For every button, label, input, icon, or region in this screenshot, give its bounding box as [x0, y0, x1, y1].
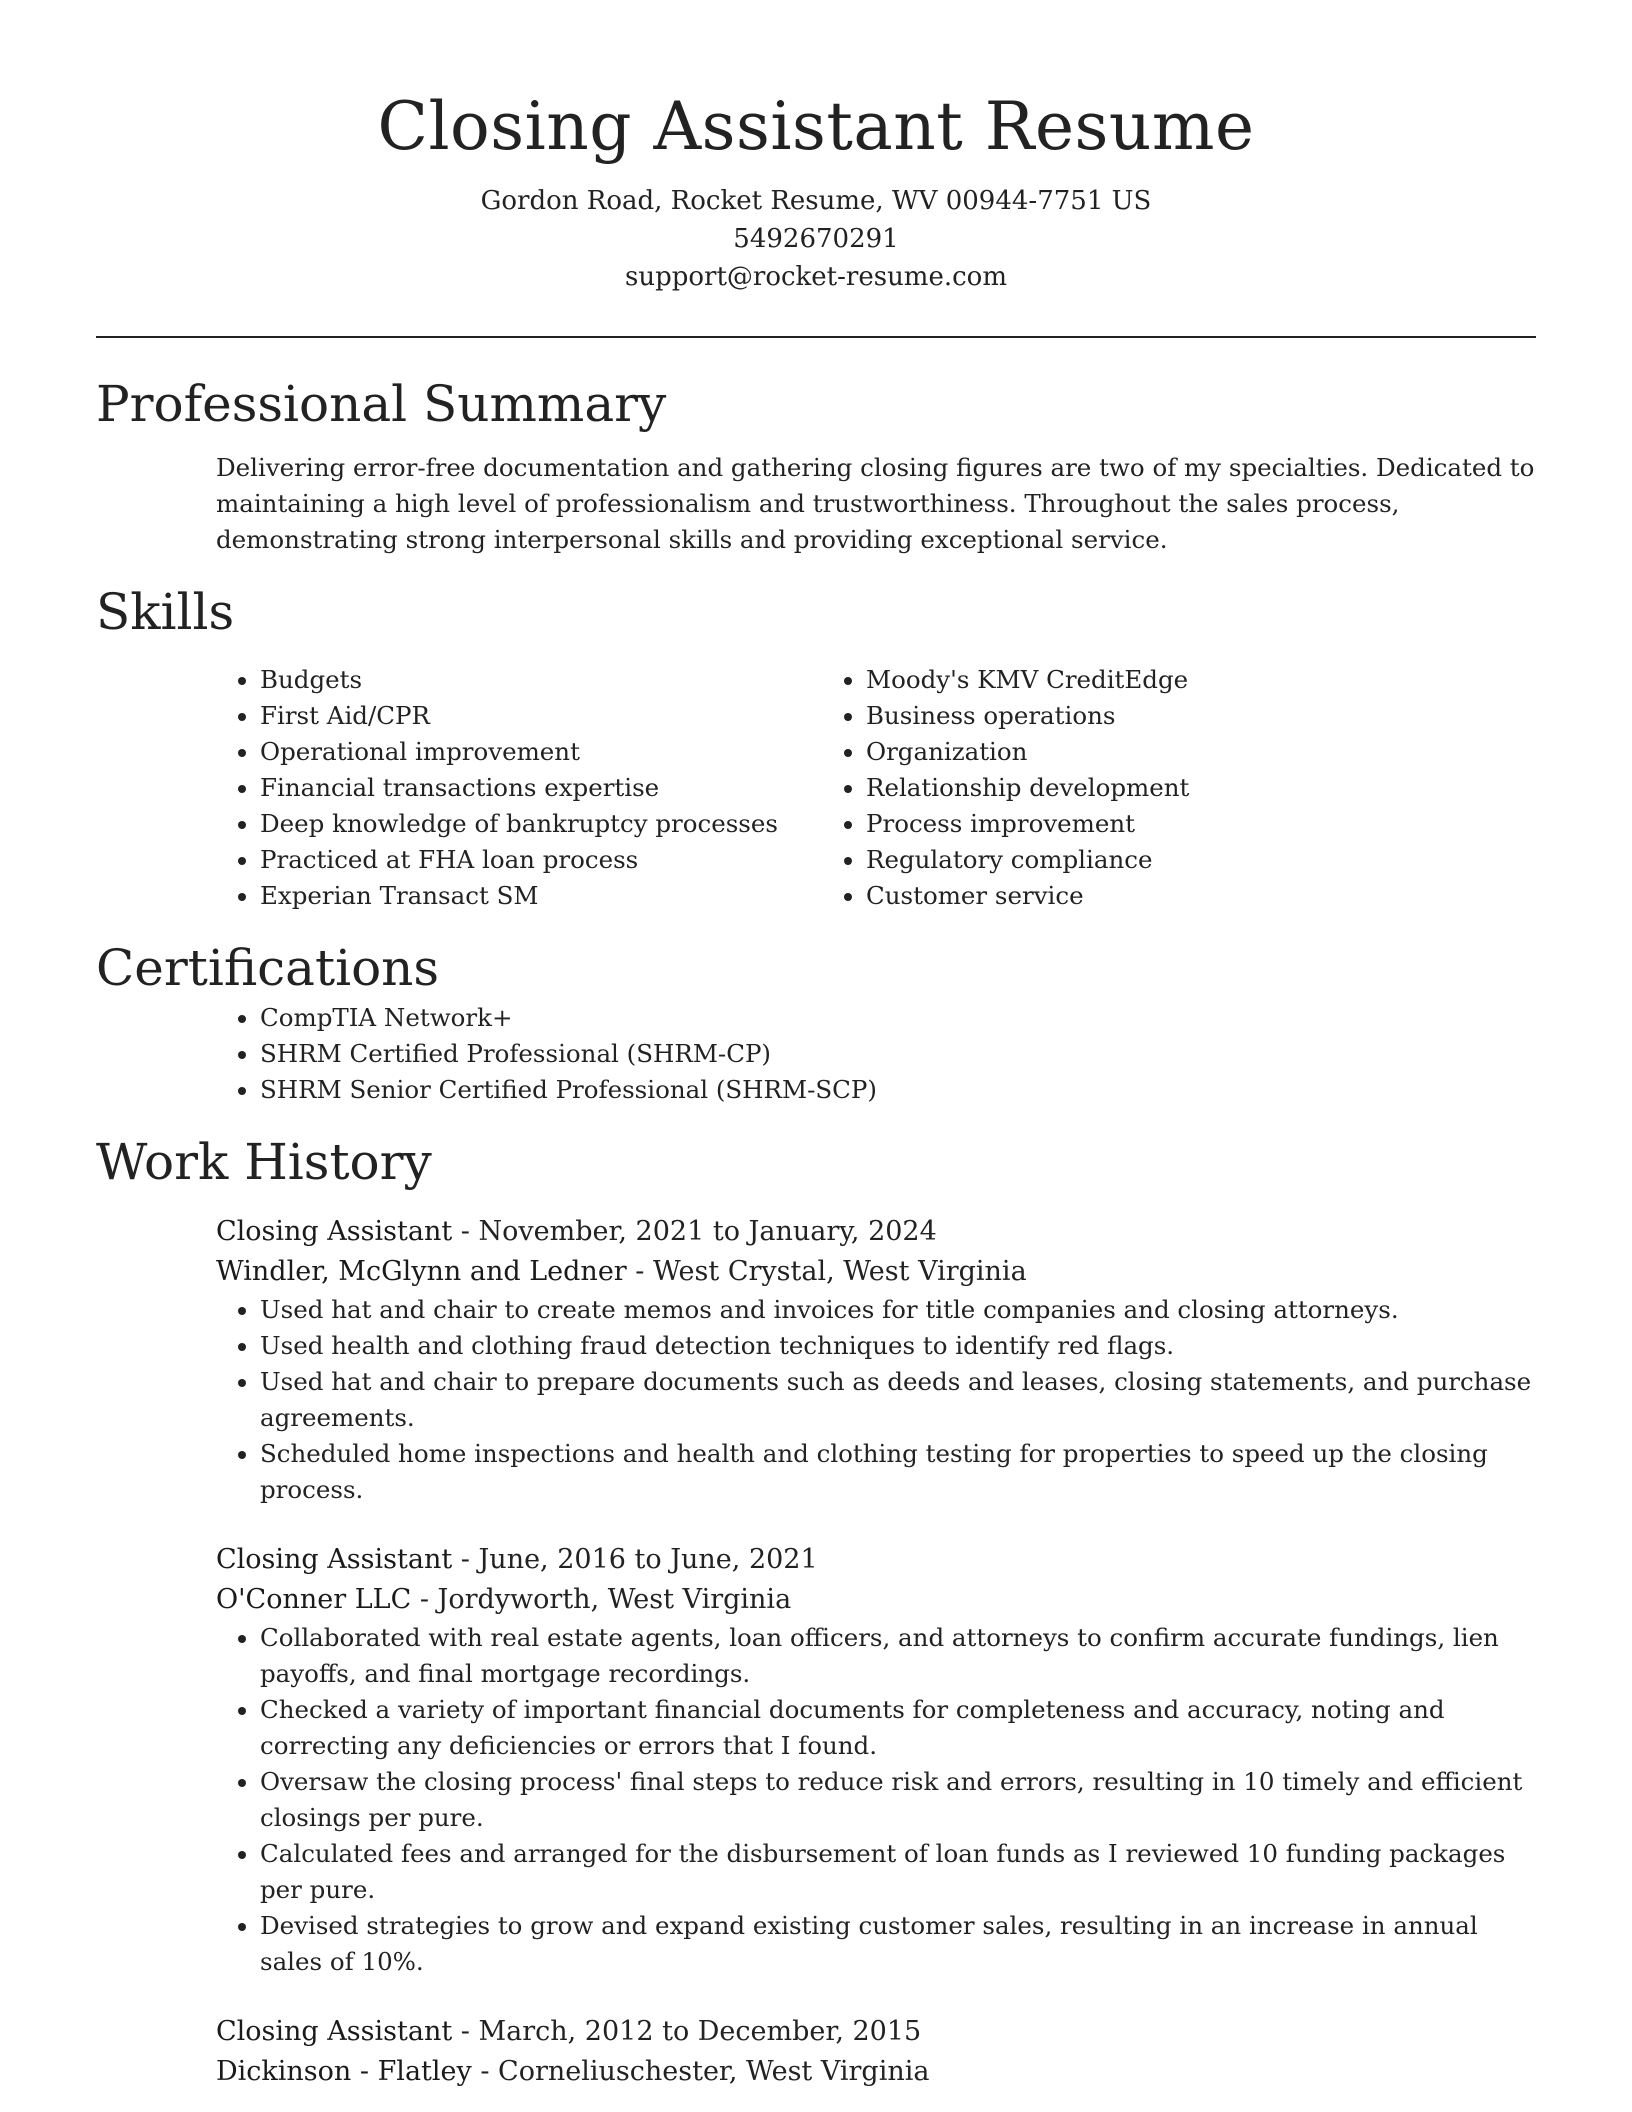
certification-item: • CompTIA Network+ — [260, 1000, 1536, 1036]
job-bullet: • Checked a variety of important financial documents for completeness and accuracy, noting and correcting any deficiencies or errors that I found. — [260, 1692, 1536, 1764]
job-title: Closing Assistant — [216, 1216, 453, 1247]
skills-columns — [216, 662, 1536, 914]
job-bullet: • Oversaw the closing process' final steps to reduce risk and errors, resulting in 10 timely and efficient closings per pure. — [260, 1764, 1536, 1836]
job-bullet: • Devised strategies to grow and expand existing customer sales, resulting in an increase in annual sales of 10%. — [260, 1908, 1536, 1980]
summary-heading: Professional Summary — [96, 375, 667, 433]
certifications-section — [216, 1000, 1536, 1108]
resume-title: Closing Assistant Resume — [377, 88, 1255, 165]
job-company-line — [216, 2052, 1536, 2092]
job-bullet: • Calculated fees and arranged for the disbursement of loan funds as I reviewed 10 funding packages per pure. — [260, 1836, 1536, 1908]
skill-item: • Budgets — [260, 662, 822, 698]
skill-item: • Financial transactions expertise — [260, 770, 822, 806]
work-history-section — [216, 1212, 1536, 2092]
certifications-list — [216, 1000, 1536, 1108]
job-company: O'Conner LLC — [216, 1584, 412, 1615]
skill-item: • Moody's KMV CreditEdge — [866, 662, 1428, 698]
contact-address: Gordon Road, Rocket Resume, WV 00944-7751 US — [480, 186, 1152, 216]
job-bullet: • Used hat and chair to prepare documents such as deeds and leases, closing statements, and purchase agreements. — [260, 1364, 1536, 1436]
job-bullet: • Collaborated with real estate agents, loan officers, and attorneys to confirm accurate fundings, lien payoffs, and final mortgage recordings. — [260, 1620, 1536, 1692]
skill-item: • Relationship development — [866, 770, 1428, 806]
job-title-line — [216, 1212, 1536, 1252]
job-entry — [216, 1212, 1536, 1508]
job-dates: - March, 2012 to December, 2015 — [452, 2016, 922, 2047]
skills-list-right — [822, 662, 1428, 914]
work-history-heading: Work History — [96, 1133, 432, 1191]
skill-item: • Operational improvement — [260, 734, 822, 770]
skill-item: • Practiced at FHA loan process — [260, 842, 822, 878]
contact-phone: 5492670291 — [733, 224, 899, 254]
job-company: Windler, McGlynn and Ledner — [216, 1256, 627, 1287]
certification-item: • SHRM Senior Certified Professional (SHRM-SCP) — [260, 1072, 1536, 1108]
certifications-heading: Certifications — [96, 939, 440, 997]
job-title: Closing Assistant — [216, 2016, 453, 2047]
summary-section — [216, 450, 1536, 558]
certification-item: • SHRM Certified Professional (SHRM-CP) — [260, 1036, 1536, 1072]
skills-heading: Skills — [96, 583, 235, 641]
job-entry — [216, 1540, 1536, 1980]
job-location: - Corneliuschester, West Virginia — [471, 2056, 930, 2087]
skill-item: • Deep knowledge of bankruptcy processes — [260, 806, 822, 842]
job-dates: - November, 2021 to January, 2024 — [452, 1216, 937, 1247]
summary-text: Delivering error-free documentation and gathering closing figures are two of my specialties. Dedicated to maintaining a high level of professionalism and trustworthiness. Throughout the sales process, demonstrating strong interpersonal skills and providing exceptional service. — [216, 453, 1535, 554]
job-bullet: • Used health and clothing fraud detection techniques to identify red flags. — [260, 1328, 1536, 1364]
job-title: Closing Assistant — [216, 1544, 453, 1575]
job-bullet: • Scheduled home inspections and health and clothing testing for properties to speed up the closing process. — [260, 1436, 1536, 1508]
job-bullets — [216, 1292, 1536, 1508]
skill-item: • Regulatory compliance — [866, 842, 1428, 878]
job-dates: - June, 2016 to June, 2021 — [452, 1544, 818, 1575]
contact-email: support@rocket-resume.com — [624, 262, 1007, 292]
skill-item: • Process improvement — [866, 806, 1428, 842]
skill-item: • First Aid/CPR — [260, 698, 822, 734]
header-divider — [96, 336, 1536, 338]
job-bullets — [216, 1620, 1536, 1980]
resume-page — [96, 0, 1536, 2092]
skills-section — [216, 662, 1536, 914]
skills-list-left — [216, 662, 822, 914]
resume-header — [96, 0, 1536, 296]
skill-item: • Organization — [866, 734, 1428, 770]
job-title-line — [216, 2012, 1536, 2052]
job-company-line — [216, 1252, 1536, 1292]
job-company-line — [216, 1580, 1536, 1620]
skill-item: • Business operations — [866, 698, 1428, 734]
job-bullet: • Used hat and chair to create memos and invoices for title companies and closing attorneys. — [260, 1292, 1536, 1328]
contact-info — [96, 182, 1536, 296]
job-location: - West Crystal, West Virginia — [626, 1256, 1027, 1287]
job-company: Dickinson - Flatley — [216, 2056, 472, 2087]
skill-item: • Experian Transact SM — [260, 878, 822, 914]
job-entry — [216, 2012, 1536, 2092]
job-title-line — [216, 1540, 1536, 1580]
skill-item: • Customer service — [866, 878, 1428, 914]
job-location: - Jordyworth, West Virginia — [411, 1584, 792, 1615]
